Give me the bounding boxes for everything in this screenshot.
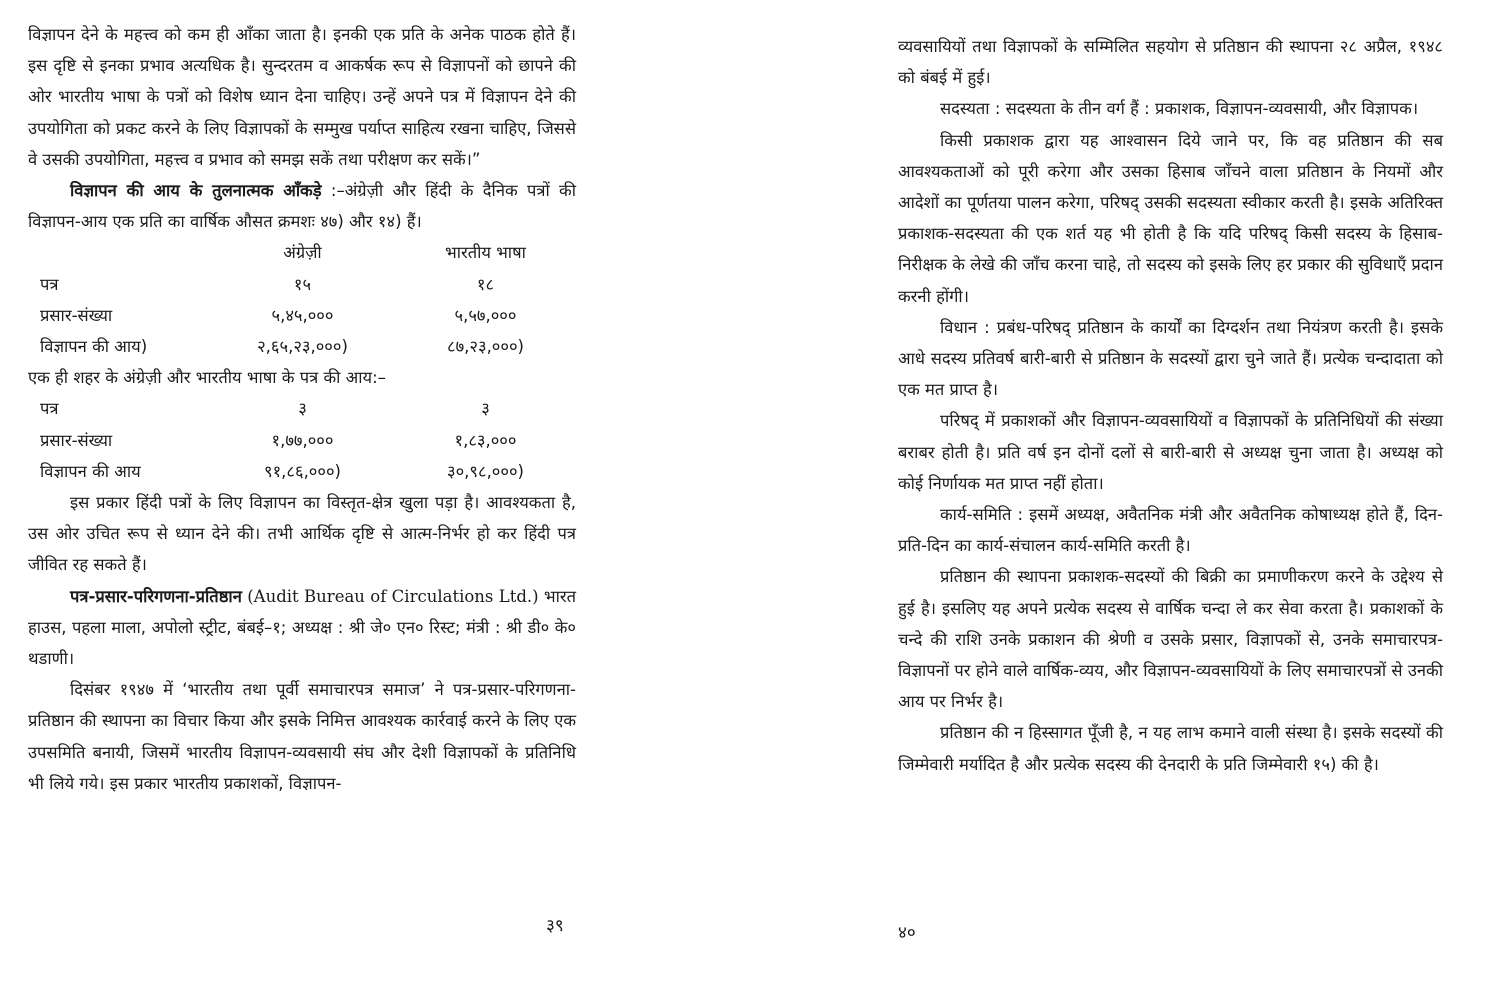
row-label: प्रसार-संख्या xyxy=(40,430,113,450)
row-label: विज्ञापन की आय xyxy=(40,461,141,481)
table-row xyxy=(28,393,576,424)
table-header-english: अंग्रेज़ी xyxy=(283,243,322,263)
indian-value: ३ xyxy=(481,399,490,419)
quote-paragraph: विज्ञापन देने के महत्त्व को कम ही आँका जाता है। इनकी एक प्रति के अनेक पाठक होते हैं। इस दृष्टि से इनका प्रभाव अत्यधिक है। सुन्दरतम व आकर्षक रूप से विज्ञापनों को छापने की ओर भारतीय भाषा के पत्रों को विशेष ध्यान देना चाहिए। उन्हें अपने पत्र में विज्ञापन देने की उपयोगिता को प्रकट करने के लिए विज्ञापकों के सम्मुख पर्याप्त साहित्य रखना चाहिए, जिससे वे उसकी उपयोगिता, महत्त्व व प्रभाव को समझ सकें तथा परीक्षण कर सकें।” xyxy=(28,25,576,169)
revenue-table-same-city xyxy=(28,393,576,487)
abc-title-hindi: पत्र-प्रसार-परिगणना-प्रतिष्ठान xyxy=(70,586,242,606)
revenue-table-national xyxy=(28,237,576,362)
december-paragraph: दिसंबर १९४७ में ‘भारतीय तथा पूर्वी समाचारपत्र समाज’ ने पत्र-प्रसार-परिगणना-प्रतिष्ठान की स्थापना का विचार किया और इसके निमित्त आवश्यक कार्रवाई करने के लिए एक उपसमिति बनायी, जिसमें भारतीय विज्ञापन-व्यवसायी संघ और देशी विज्ञापकों के प्रतिनिधि भी लिये गये। इस प्रकार भारतीय प्रकाशकों, विज्ञापन- xyxy=(28,680,576,793)
membership-paragraph: सदस्यता : सदस्यता के तीन वर्ग हैं : प्रकाशक, विज्ञापन-व्यवसायी, और विज्ञापक। xyxy=(940,99,1419,119)
comparison-paragraph xyxy=(28,175,576,237)
indian-value: १,८३,००० xyxy=(454,430,517,450)
row-label: पत्र xyxy=(40,274,59,294)
left-page-body xyxy=(28,19,576,799)
english-value: १,७७,००० xyxy=(271,430,334,450)
publisher-paragraph: किसी प्रकाशक द्वारा यह आश्वासन दिये जाने पर, कि वह प्रतिष्ठान की सब आवश्यकताओं को पूरी करेगा और उसका हिसाब जाँचने वाला प्रतिष्ठान के नियमों और आदेशों का पूर्णतया पालन करेगा, परिषद् उसकी सदस्यता स्वीकार करती है। इसके अतिरिक्त प्रकाशक-सदस्यता की एक शर्त यह भी होती है कि यदि परिषद् किसी सदस्य के हिसाब-निरीक्षक के लेखे की जाँच करना चाहे, तो सदस्य को इसके लिए हर प्रकार की सुविधाएँ प्रदान करनी होंगी। xyxy=(898,130,1443,306)
table-row xyxy=(28,425,576,456)
comparison-heading: विज्ञापन की आय के तुलनात्मक आँकड़े xyxy=(70,181,322,201)
row-label: पत्र xyxy=(40,399,59,419)
constitution-paragraph: विधान : प्रबंध-परिषद् प्रतिष्ठान के कार्यों का दिग्दर्शन तथा नियंत्रण करती है। इसके आधे सदस्य प्रतिवर्ष बारी-बारी से प्रतिष्ठान के सदस्यों द्वारा चुने जाते हैं। प्रत्येक चन्दादाता को एक मत प्राप्त है। xyxy=(898,317,1443,400)
comparison-intro: :–अंग्रेज़ी और हिंदी के दैनिक पत्रों की विज्ञापन-आय एक प्रति का वार्षिक औसत क्रमशः ४७) और १४) हैं। xyxy=(28,181,576,232)
table-header-indian: भारतीय भाषा xyxy=(445,243,526,263)
table-row xyxy=(28,456,576,487)
table-header-blank xyxy=(28,237,210,268)
right-page-body xyxy=(898,31,1443,780)
row-label: प्रसार-संख्या xyxy=(40,305,113,325)
row-label: विज्ञापन की आय) xyxy=(40,337,148,357)
indian-value: ३०,९८,०००) xyxy=(447,461,524,481)
hindi-scope-paragraph: इस प्रकार हिंदी पत्रों के लिए विज्ञापन का विस्तृत-क्षेत्र खुला पड़ा है। आवश्यकता है, उस ओर उचित रूप से ध्यान देने की। तभी आर्थिक दृष्टि से आत्म-निर्भर हो कर हिंदी पत्र जीवित रह सकते हैं। xyxy=(28,493,576,575)
english-value: ९१,८६,०००) xyxy=(264,461,341,481)
same-city-heading: एक ही शहर के अंग्रेज़ी और भारतीय भाषा के पत्र की आय:– xyxy=(28,368,386,388)
committee-paragraph: कार्य-समिति : इसमें अध्यक्ष, अवैतनिक मंत्री और अवैतनिक कोषाध्यक्ष होते हैं, दिन-प्रति-दिन का कार्य-संचालन कार्य-समिति करती है। xyxy=(898,505,1443,556)
page-number: ३९ xyxy=(546,916,564,936)
table-row xyxy=(28,331,576,362)
abc-title-english: (Audit Bureau of Circulations Ltd.) xyxy=(247,586,539,606)
indian-value: १८ xyxy=(476,274,495,294)
council-paragraph: परिषद् में प्रकाशकों और विज्ञापन-व्यवसायियों व विज्ञापकों के प्रतिनिधियों की संख्या बराबर होती है। प्रति वर्ष इन दोनों दलों से बारी-बारी से अध्यक्ष चुना जाता है। अध्यक्ष को कोई निर्णायक मत प्राप्त नहीं होता। xyxy=(898,411,1443,493)
english-value: २,६५,२३,०००) xyxy=(257,337,348,357)
english-value: ३ xyxy=(298,399,307,419)
english-value: १५ xyxy=(293,274,312,294)
indian-value: ५,५७,००० xyxy=(454,305,517,325)
english-value: ५,४५,००० xyxy=(271,305,334,325)
table-header-row xyxy=(28,237,576,268)
table-row xyxy=(28,300,576,331)
purpose-paragraph: प्रतिष्ठान की स्थापना प्रकाशक-सदस्यों की बिक्री का प्रमाणीकरण करने के उद्देश्य से हुई है। इसलिए यह अपने प्रत्येक सदस्य से वार्षिक चन्दा ले कर सेवा करता है। प्रकाशकों के चन्दे की राशि उनके प्रकाशन की श्रेणी व उसके प्रसार, विज्ञापकों से, उनके समाचारपत्र-विज्ञापनों पर होने वाले वार्षिक-व्यय, और विज्ञापन-व्यवसायियों के लिए समाचारपत्रों से उनकी आय पर निर्भर है। xyxy=(898,567,1443,712)
page-number: ४० xyxy=(898,923,916,943)
indian-value: ८७,२३,०००) xyxy=(447,337,524,357)
table-row xyxy=(28,269,576,300)
founding-paragraph: व्यवसायियों तथा विज्ञापकों के सम्मिलित सहयोग से प्रतिष्ठान की स्थापना २८ अप्रैल, १९४८ को बंबई में हुई। xyxy=(898,37,1443,88)
abc-address: भारत हाउस, पहला माला, अपोलो स्ट्रीट, बंबई–१; अध्यक्ष : श्री जे० एन० रिस्ट; मंत्री : श्री डी० के० थडाणी। xyxy=(28,586,576,669)
capital-paragraph: प्रतिष्ठान की न हिस्सागत पूँजी है, न यह लाभ कमाने वाली संस्था है। इसके सदस्यों की जिम्मेवारी मर्यादित है और प्रत्येक सदस्य की देनदारी के प्रति जिम्मेवारी १५) की है। xyxy=(898,723,1443,774)
abc-paragraph xyxy=(28,581,576,675)
